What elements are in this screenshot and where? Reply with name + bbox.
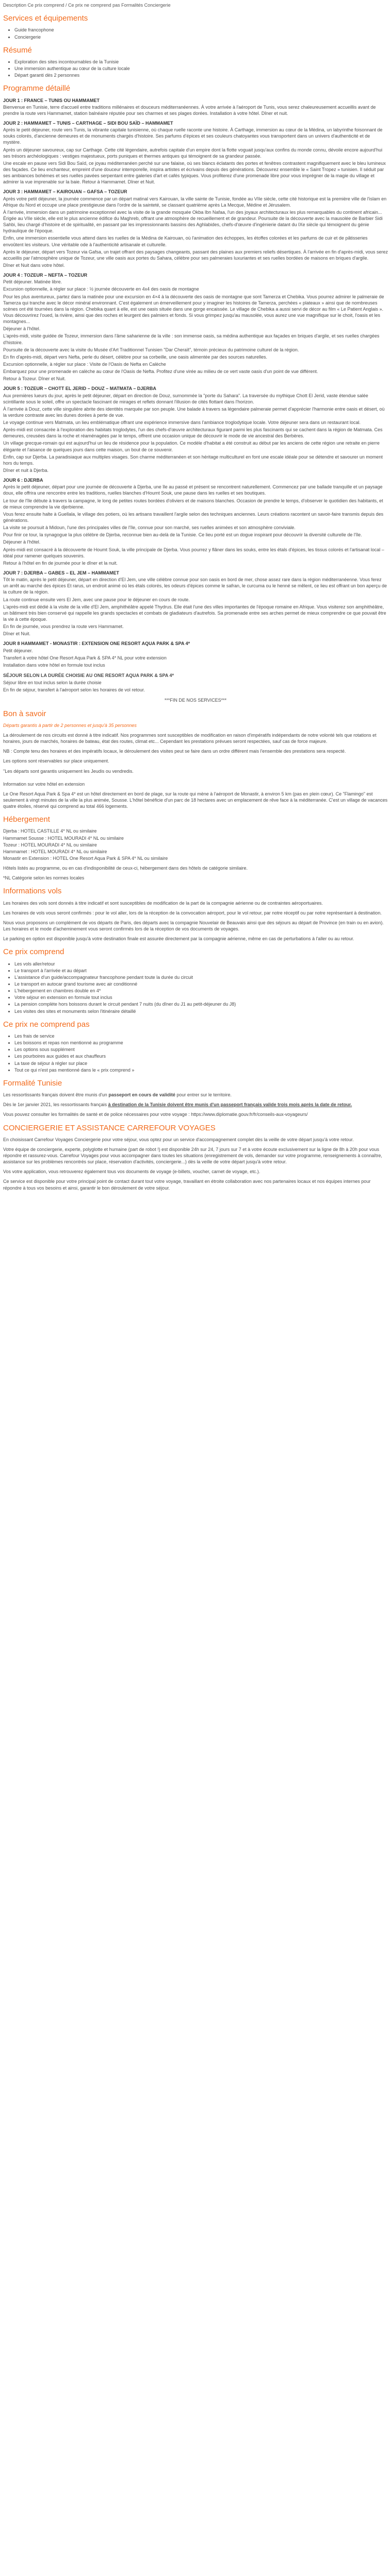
day-title: JOUR 7 : DJERBA – GABES – EL JEM – HAMMAMET xyxy=(3,570,120,576)
day-text: Vous ferez ensuite halte à Guellala, le village des potiers, où les artisans travaillent l'argile selon des techniques anciennes. Leurs créations racontent un savoir-faire transmis depuis des générations. xyxy=(3,511,384,523)
infos-text: Nous vous proposons un complément de vos départs de Paris, des départs avec la compagnie Nouvelair de Beauvais ainsi que des séjours au départ de Province (en train ou en avion). Les horaires et le mode d'acheminement vous seront confirmés lors de la réception de vos documents de voyages. xyxy=(3,920,384,932)
day-5 xyxy=(3,385,388,473)
day-title: JOUR 2 : HAMMAMET – TUNIS – CARTHAGE – SIDI BOU SAÏD – HAMMAMET xyxy=(3,121,173,126)
list-item: • L'hébergement en chambres double en 4* xyxy=(14,988,388,994)
list-item: • Les vols aller/retour xyxy=(14,961,388,967)
list-item: • Conciergerie xyxy=(14,34,388,40)
day-title: JOUR 8 HAMMAMET - MONASTIR : EXTENSION ONE RESORT AQUA PARK & SPA 4* xyxy=(3,641,190,647)
day-text: Transfert à votre hôtel One Resort Aqua Park & SPA 4* NL pour votre extension xyxy=(3,655,167,660)
services-list xyxy=(3,27,388,40)
day-text: Enfin, cap sur Djerba. La paradisiaque aux multiples visages. Son charme méditerranéen et son héritage multiculturel en font une escale idéale pour se détendre et savourer un moment hors du temps. xyxy=(3,454,383,466)
day-text: L'après-midi est dédié à la visite de la ville d'El Jem, amphithéâtre appelé Thydrus. Elle était l'une des villes importantes de l'époque romaine en Afrique. Vous visiterez son amphithéâtre, un bâtiment très bien conservé qui rappelle les grands spectacles et combats de gladiateurs d'autrefois. Sa promenade entre ses arches permet de mieux comprendre ce que pouvait être la vie à cette époque. xyxy=(3,604,386,622)
day-text: Déjeuner à l'hôtel. xyxy=(3,326,41,332)
day-text: Excursion optionnelle, à régler sur place : Visite de l'Oasis de Nefta en Calèche xyxy=(3,361,166,367)
list-item: • La taxe de séjour à régler sur place xyxy=(14,1060,388,1066)
list-item: • Départ garanti dès 2 personnes xyxy=(14,72,388,78)
infos-text: Le parking en option est disponible jusqu'à votre destination finale est assurée directement par la compagnie aérienne, même en cas de perturbations à l'aller ou au retour. xyxy=(3,936,354,942)
hebergement-note: *NL Catégorie selon les normes locales xyxy=(3,875,85,881)
day-text: La route continue ensuite vers El Jem, avec une pause pour le déjeuner en cours de route. xyxy=(3,597,190,602)
day-text: Embarquez pour une promenade en calèche au cœur de l'Oasis de Nefta. Profitez d'une virée au milieu de ce vert vaste oasis d'un point de vue différent. xyxy=(3,369,318,375)
list-item: • L'assistance d'un guide/accompagnateur francophone pendant toute la durée du circuit xyxy=(14,974,388,980)
exclus-heading: Ce prix ne comprend pas xyxy=(3,1020,90,1029)
day-text: Retour à l'hôtel en fin de journée pour le dîner et la nuit. xyxy=(3,560,118,566)
bon-savoir-text: "Les départs sont garantis uniquement les Jeudis ou vendredis. xyxy=(3,768,134,774)
bon-savoir-text: NB : Compte tenu des horaires et des impératifs locaux, le déroulement des visites peut se faire dans un ordre différent mais l'ensemble des prestations sera respecté. xyxy=(3,749,346,754)
day-title: JOUR 4 : TOZEUR – NEFTA – TOZEUR xyxy=(3,273,88,278)
formalite-text-a: Dès le 1er janvier 2021, les ressortissants français xyxy=(3,1102,107,1108)
day-text: Tôt le matin, après le petit déjeuner, départ en direction d'El Jem, une ville célèbre connue pour son oasis en bord de mer, chose assez rare dans la région méditerranéenne. Vous ferez un arrêt au marché des épices Et rarus, un endroit animé où les étals colorés, les odeurs d'épices comme le safran, le curcuma ou le henné se mêlent, ce lieu est offrant un bon aperçu de la culture de la région. xyxy=(3,577,387,595)
formalite-text xyxy=(3,1101,388,1108)
day-text: À l'arrivée à Douz, cette ville singulière abrite des identités marquée par son peuple. Une balade à travers sa légendaire palmeraie permet d'apprécier l'harmonie entre oasis et désert, où la verdure contraste avec les dunes dorées à perte de vue. xyxy=(3,406,385,418)
formalite-text-a: Les ressortissants français doivent être munis d'un xyxy=(3,1092,107,1098)
list-item: • Une immersion authentique au cœur de la culture locale xyxy=(14,65,388,72)
day-text: Installation dans votre hôtel en formule tout inclus xyxy=(3,662,105,668)
day-6 xyxy=(3,477,388,566)
day-text: Petit déjeuner. xyxy=(3,648,33,653)
formalite-text-c: pour entrer sur le territoire. xyxy=(176,1092,232,1098)
day-text: Enfin, une immersion essentielle vous attend dans les ruelles de la Médina de Kairouan, où l'animation des échoppes, les étoffes colorées et les parfums de cuir et de pâtisseries envoûtent les visiteurs. Une véritable ode à l'authenticité artisanale et culturelle. xyxy=(3,235,368,247)
day-text: Aux premières lueurs du jour, après le petit déjeuner, départ en direction de Douz, surnommée la "porte du Sahara". La traversée du mythique Chott El Jerid, vaste étendue salée scintillante sous le soleil, offre un spectacle fascinant de mirages et reflets donnant l'illusion de cités flottant dans l'horizon. xyxy=(3,393,368,404)
day-text: Retour à Tozeur. Dîner et Nuit. xyxy=(3,376,66,382)
conciergerie-text: Ce service est disponible pour votre principal point de contact durant tout votre voyage, travaillant en étroite collaboration avec nos partenaires locaux et nos équipes internes pour répondre à tous vos besoins et ainsi, garantir le bon déroulement de votre séjour. xyxy=(3,1179,371,1191)
day-text: La visite se poursuit à Midoun, l'une des principales villes de l'île, connue pour son marché, ses ruelles animées et son atmosphère conviviale. xyxy=(3,525,296,531)
formalite-link-text[interactable]: Vous pouvez consulter les formalités de santé et de police nécessaires pour votre voyage : https://www.diplomatie.gouv.fr/fr/conseils-aux-voyageurs/ xyxy=(3,1112,308,1117)
formalite-text xyxy=(3,1092,388,1098)
programme-heading: Programme détaillé xyxy=(3,84,71,93)
day-title: JOUR 3 : HAMMAMET – KAIROUAN – GAFSA – TOZEUR xyxy=(3,189,127,195)
day-text: Dîner et Nuit. xyxy=(3,631,31,637)
day-8 xyxy=(3,640,388,703)
breadcrumb[interactable]: Description Ce prix comprend / Ce prix ne comprend pas Formalités Conciergerie xyxy=(3,3,171,8)
services-heading: Services et équipements xyxy=(3,14,88,23)
day-text: Après-midi est consacré à la découverte de Houmt Souk, la ville principale de Djerba. Vous pourrez y flâner dans les souks, entre les étals d'épices, les tissus colorés et l'artisanat local – idéal pour ramener quelques souvenirs. xyxy=(3,547,384,558)
day-4 xyxy=(3,272,388,382)
bon-savoir-text: La déroulement de nos circuits est donné à titre indicatif. Nos programmes sont susceptibles de modification en raison d'impératifs indépendants de notre volonté tels que rotations et horaires, jours de marchés, horaires de bateau, état des routes, climat etc... Cependant les prestations prévues seront respectées, sauf cas de force majeure. xyxy=(3,732,377,744)
day-text: Après un déjeuner savoureux, cap sur Carthage. Cette cité légendaire, autrefois capitale d'un empire dont la flotte voguait jusqu'aux confins du monde connu, dévoile encore aujourd'hui ses trésors archéologiques : vestiges majestueux, ports puniques et thermes antiques qui témoignent de sa grandeur passée. xyxy=(3,147,383,159)
day-text: Après le petit déjeuner, route vers Tunis, la vibrante capitale tunisienne, où chaque ruelle raconte une histoire. À Carthage, immersion au cœur de la Médina, un labyrinthe foisonnant de souks colorés, d'ancienne demeures et de monuments chargés d'histoire. Ses parfums d'épices et ses couleurs chatoyantes vous transportent dans un univers d'authenticité et de mystère. xyxy=(3,127,383,145)
day-text: L'après-midi, visite guidée de Tozeur, immersion dans l'âme saharienne de la ville : son immense oasis, sa médina authentique aux façades en briques d'argile, et ses ruelles chargées d'histoire. xyxy=(3,333,380,345)
list-item: • Guide francophone xyxy=(14,27,388,33)
hotel-line: Hammamet Sousse : HOTEL MOURADI 4* NL ou similaire xyxy=(3,835,124,841)
day-text: Après votre petit déjeuner, la journée commence par un départ matinal vers Kairouan, la ville sainte de Tunisie, fondée au VIIe siècle, cette cité historique est la première ville de l'islam en Afrique du Nord et occupe une place prestigieuse dans l'ordre de la sainteté, se classant quatrième après La Mecque, Médine et Jérusalem. xyxy=(3,196,387,208)
day-text: Bienvenue en Tunisie, terre d'accueil entre traditions millénaires et douceurs méditerranéennes. À votre arrivée à l'aéroport de Tunis, vous serez chaleureusement accueillis avant de prendre la route vers Hammamet, station balnéaire réputée pour ses charmes et ses plages dorées. Installation à votre hôtel. Dîner et nuit. xyxy=(3,104,376,116)
day-text: Après le petit déjeuner, départ pour une journée de découverte à Djerba, une île au passé et présent se rencontrent naturellement. Commencez par une ballade tranquille et un paysage doux, elle offrira une rencontre entre les traditions, ruelles blanches d'Houmt Souk, une pause dans les ruelles et ses boutiques. xyxy=(3,484,383,496)
resume-heading: Résumé xyxy=(3,45,32,55)
infos-text: Les horaires de vols vous seront confirmés : pour le vol aller, lors de la réception de la convocation aéroport, pour le vol retour, par notre réceptif ou par notre représentant à destination. xyxy=(3,910,382,916)
exclus-list xyxy=(3,1033,388,1073)
inclus-heading: Ce prix comprend xyxy=(3,947,64,957)
list-item: • Le transport à l'arrivée et au départ xyxy=(14,968,388,974)
hotel-line: Djerba : HOTEL CASTILLE 4* NL ou similaire xyxy=(3,828,97,834)
day-text: Poursuite de la découverte avec la visite du Musée d'Art Traditionnel Tunisien "Dar Cheraït", témoin précieux du patrimoine culturel de la région. xyxy=(3,347,299,352)
day-text: En fin de séjour, transfert à l'aéroport selon les horaires de vol retour. xyxy=(3,687,145,693)
list-item: • La pension complète hors boissons durant le circuit pendant 7 nuits (du dîner du J1 au petit-déjeuner du J8) xyxy=(14,1001,388,1007)
hebergement-note: Hôtels listés au programme, ou en cas d'indisponibilité de ceux-ci, hébergement dans des hôtels de catégorie similaire. xyxy=(3,866,248,871)
list-item: • Tout ce qui n'est pas mentionné dans le « prix comprend » xyxy=(14,1067,388,1073)
list-item: • Exploration des sites incontournables de la Tunisie xyxy=(14,59,388,65)
list-item: • Les frais de service xyxy=(14,1033,388,1039)
day-text: En fin d'après-midi, départ vers Nefta, perle du désert, célèbre pour sa corbeille, une oasis alimentée par des sources naturelles. xyxy=(3,354,267,360)
conciergerie-text: En choisissant Carrefour Voyages Conciergerie pour votre séjour, vous optez pour un service d'accompagnement complet dès la veille de votre départ jusqu'à votre retour. xyxy=(3,1137,354,1142)
day-text: Dîner et Nuit dans votre hôtel. xyxy=(3,262,65,268)
hotel-line: Tozeur : HOTEL MOURADI 4* NL ou similaire xyxy=(3,842,97,848)
bon-savoir-text: Les options sont réservables sur place uniquement. xyxy=(3,758,109,764)
end-of-services: ***FIN DE NOS SERVICES*** xyxy=(164,698,227,703)
resume-list xyxy=(3,59,388,78)
day-text: Un village grecque-romain qui est aujourd'hui un lieu de résidence pour la population. Ce modèle d'habitat a été construit au début par les anciens de cette région une retraite en pierre élégante et l'aisance de quelques jours dans cette maison, un bout de ce souvenir. xyxy=(3,440,380,452)
day-text: Une escale en pause vers Sidi Bou Saïd, ce joyau méditerranéen perché sur une falaise, où ses blancs éclatants des portes et fenêtres contrastent magnifiquement avec le bleu lumineux des façades. Ce lieu enchanteur, empreint d'une douceur intemporelle, inspira artistes et écrivains depuis des générations. Découvrez ensemble le « Saint Tropez » tunisien. Il séduit par ses ambiances bohèmes et ses ruelles pavées serpentant entre galeries d'art et cafés typiques. Vous profiterez d'une promenade libre pour vous imprégner de la magie du village et admirer la vue imprenable sur la baie. Retour à Hammamet. Dîner et Nuit. xyxy=(3,160,386,185)
day-title: JOUR 1 : FRANCE – TUNIS OU HAMMAMET xyxy=(3,97,100,103)
bon-savoir-text: Information sur votre hôtel en extension xyxy=(3,781,85,787)
day-text: Après le déjeuner, départ vers Tozeur via Gafsa, un trajet offrant des paysages changeants, passant des plaines aux premiers reliefs désertiques. À l'arrivée en fin d'après-midi, vous serez accueillis par l'atmosphère unique de Tozeur, une ville oasis aux portes du Sahara, célèbre pour ses palmeraies luxuriantes et ses ruelles bordées de maisons en briques d'argile. xyxy=(3,249,388,261)
day-text: Déjeuner à l'hôtel. xyxy=(3,539,41,545)
day-text: Après-midi est consacrée à l'exploration des habitats troglodytes, l'un des chefs-d'œuvre architecturaux figurant parmi les plus fascinants qui se cachent dans la région de Matmata. Ces demeures, creusées dans la roche et réaménagées par le temps, offrent une occasion unique de découvrir le mode de vie ancestral des Berbères. xyxy=(3,427,383,439)
conciergerie-heading: CONCIERGERIE ET ASSISTANCE CARREFOUR VOYAGES xyxy=(3,1123,216,1132)
list-item: • Les pourboires aux guides et aux chauffeurs xyxy=(14,1053,388,1059)
day-text: Séjour libre en tout inclus selon la durée choisie xyxy=(3,680,102,686)
day-text: Excursion optionnelle, à régler sur place : ½ journée découverte en 4x4 des oasis de montagne xyxy=(3,286,199,292)
hebergement-heading: Hébergement xyxy=(3,815,50,824)
day-text: Dîner et nuit à Djerba. xyxy=(3,468,49,473)
hotel-line: Hammamet : HOTEL MOURADI 4* NL ou similaire xyxy=(3,849,107,854)
bon-savoir-subtitle: Départs garantis à partir de 2 personnes et jusqu'à 35 personnes xyxy=(3,722,137,728)
day-7 xyxy=(3,570,388,637)
day-2 xyxy=(3,120,388,185)
day-text: Pour les plus aventureux, partez dans la matinée pour une excursion en 4×4 à la découverte des oasis de montagne que sont Tamerza et Chebika. Vous pourrez admirer le palmeraie de Tamerza qui tranche avec le décor minéral environnant. C'est également un émerveillement pour y imaginer les histoires de Tamerza, perchées « plateaux » ainsi que de nombreuses scènes ont été tournées dans la région. Chebika quant à elle, est une oasis située dans une gorge encaissée. Le village de Chebika a aussi servi de décor au film « Le Patient Anglais ». Vous découvrirez l'oued, la rivière, ainsi que des roches et leurgent des palmiers et fonds. Si vous grimpez jusqu'au mausolée, vous aurez une vue magnifique sur le choit, l'oasis et les montagnes... xyxy=(3,294,384,325)
day-text: Le voyage continue vers Matmata, un lieu emblématique offrant une expérience immersive dans l'ambiance troglodytique locale. Votre déjeuner sera dans un restaurant local. xyxy=(3,420,361,426)
list-item: • Le transport en autocar grand tourisme avec air conditionné xyxy=(14,981,388,987)
formalite-heading: Formalité Tunisie xyxy=(3,1078,62,1088)
list-item: • Les boissons et repas non mentionné au programme xyxy=(14,1040,388,1046)
bon-savoir-heading: Bon à savoir xyxy=(3,709,46,718)
day-3 xyxy=(3,189,388,268)
day-text: En fin de journée, vous prendrez la route vers Hammamet. xyxy=(3,624,124,630)
day-text: Le tour de l'île débute à travers la campagne, le long de petites routes bordées d'oliviers et de maisons blanches. Occasion de prendre le temps, d'observer le quotidien des habitants, et de mieux comprendre la vie djerbienne. xyxy=(3,498,383,510)
bon-savoir-text: Le One Resort Aqua Park & Spa 4* est un hôtel directement en bord de plage, sur la route qui mène à l'aéroport de Monastir, à environ 5 km (pas en plein cœur). Ce "Flamingo" est seulement à vingt minutes de la ville la plus animée, Sousse. L'hôtel bénéficie d'un parc de 18 hectares avec un emplacement de rêve face à la méditerranée. C'est un village de vacances quatre étoiles, réservé qui comprend au total 466 logements. xyxy=(3,791,388,809)
list-item: • Les options sous supplément xyxy=(14,1046,388,1053)
hotel-line: Monastir en Extension : HOTEL One Resort Aqua Park & SPA 4* NL ou similaire xyxy=(3,856,168,861)
list-item: • Les visites des sites et monuments selon l'itinéraire détaillé xyxy=(14,1008,388,1014)
hotel-list xyxy=(3,828,388,861)
day-text: Petit déjeuner. Matinée libre. xyxy=(3,279,62,285)
infos-text: Les horaires des vols sont donnés à titre indicatif et sont susceptibles de modification de la part de la compagnie aérienne ou de contraintes aéroportuaires. xyxy=(3,900,323,906)
conciergerie-text: Votre équipe de conciergerie, experte, polyglotte et humaine (part de robot !) est disponible 24h sur 24, 7 jours sur 7 et à votre écoute exclusivement sur la ligne de 8h à 20h pour vous répondre et rassurez-vous. Carrefour Voyages pour vous accompagner dans toutes les situations (enregistrement de vols, demander sur votre programme, renseignements à connaître, assistance sur les problèmes rencontrés sur place, réservation d'activités, conciergerie...) dès la veille de votre départ jusqu'à votre retour. xyxy=(3,1146,382,1165)
list-item: • Votre séjour en extension en formule tout inclus xyxy=(14,994,388,1001)
day-title: JOUR 6 : DJERBA xyxy=(3,478,43,483)
passport-validity: à destination de la Tunisie doivent être munis d'un passeport français valide trois mois après la date de retour. xyxy=(108,1102,352,1108)
day-text: SÉJOUR SELON LA DURÉE CHOISIE AU ONE RESORT AQUA PARK & SPA 4* xyxy=(3,672,174,678)
page xyxy=(0,0,391,1198)
inclus-list xyxy=(3,961,388,1014)
passport-requirement: passeport en cours de validité xyxy=(108,1092,175,1098)
infos-vols-heading: Informations vols xyxy=(3,887,62,896)
day-text: Pour finir ce tour, la synagogue la plus célèbre de Djerba, reconnue bien au-delà de la Tunisie. Ce lieu porté est un dogue inspirant pour découvrir la diversité culturelle de l'île. xyxy=(3,532,362,538)
day-1 xyxy=(3,97,388,116)
day-text: À l'arrivée, immersion dans un patrimoine exceptionnel avec la visite de la grande mosquée Okba Ibn Nafaa, l'un des joyaux architecturaux les plus remarquables du continent africain... Érigée au VIIe siècle, elle est le plus ancienne édifice du Maghreb, offrant une atmosphère de recueillement et de grandeur. Poursuite de la découverte avec la mausolée de Barbier Sidi Sahbi, lieu chargé d'histoire et de spiritualité, en passant par les impressionnants bassins des Aghlabides, chefs-d'œuvre d'ingénierie datant du IXe siècle qui témoignent du génie hydraulique de l'époque. xyxy=(3,209,383,234)
day-title: JOUR 5 : TOZEUR – CHOTT EL JERID – DOUZ – MATMATA – DJERBA xyxy=(3,386,156,392)
conciergerie-text: Vos votre application, vous retrouverez également tous vos documents de voyage (e-billets, voucher, carnet de voyage, etc.). xyxy=(3,1169,260,1175)
